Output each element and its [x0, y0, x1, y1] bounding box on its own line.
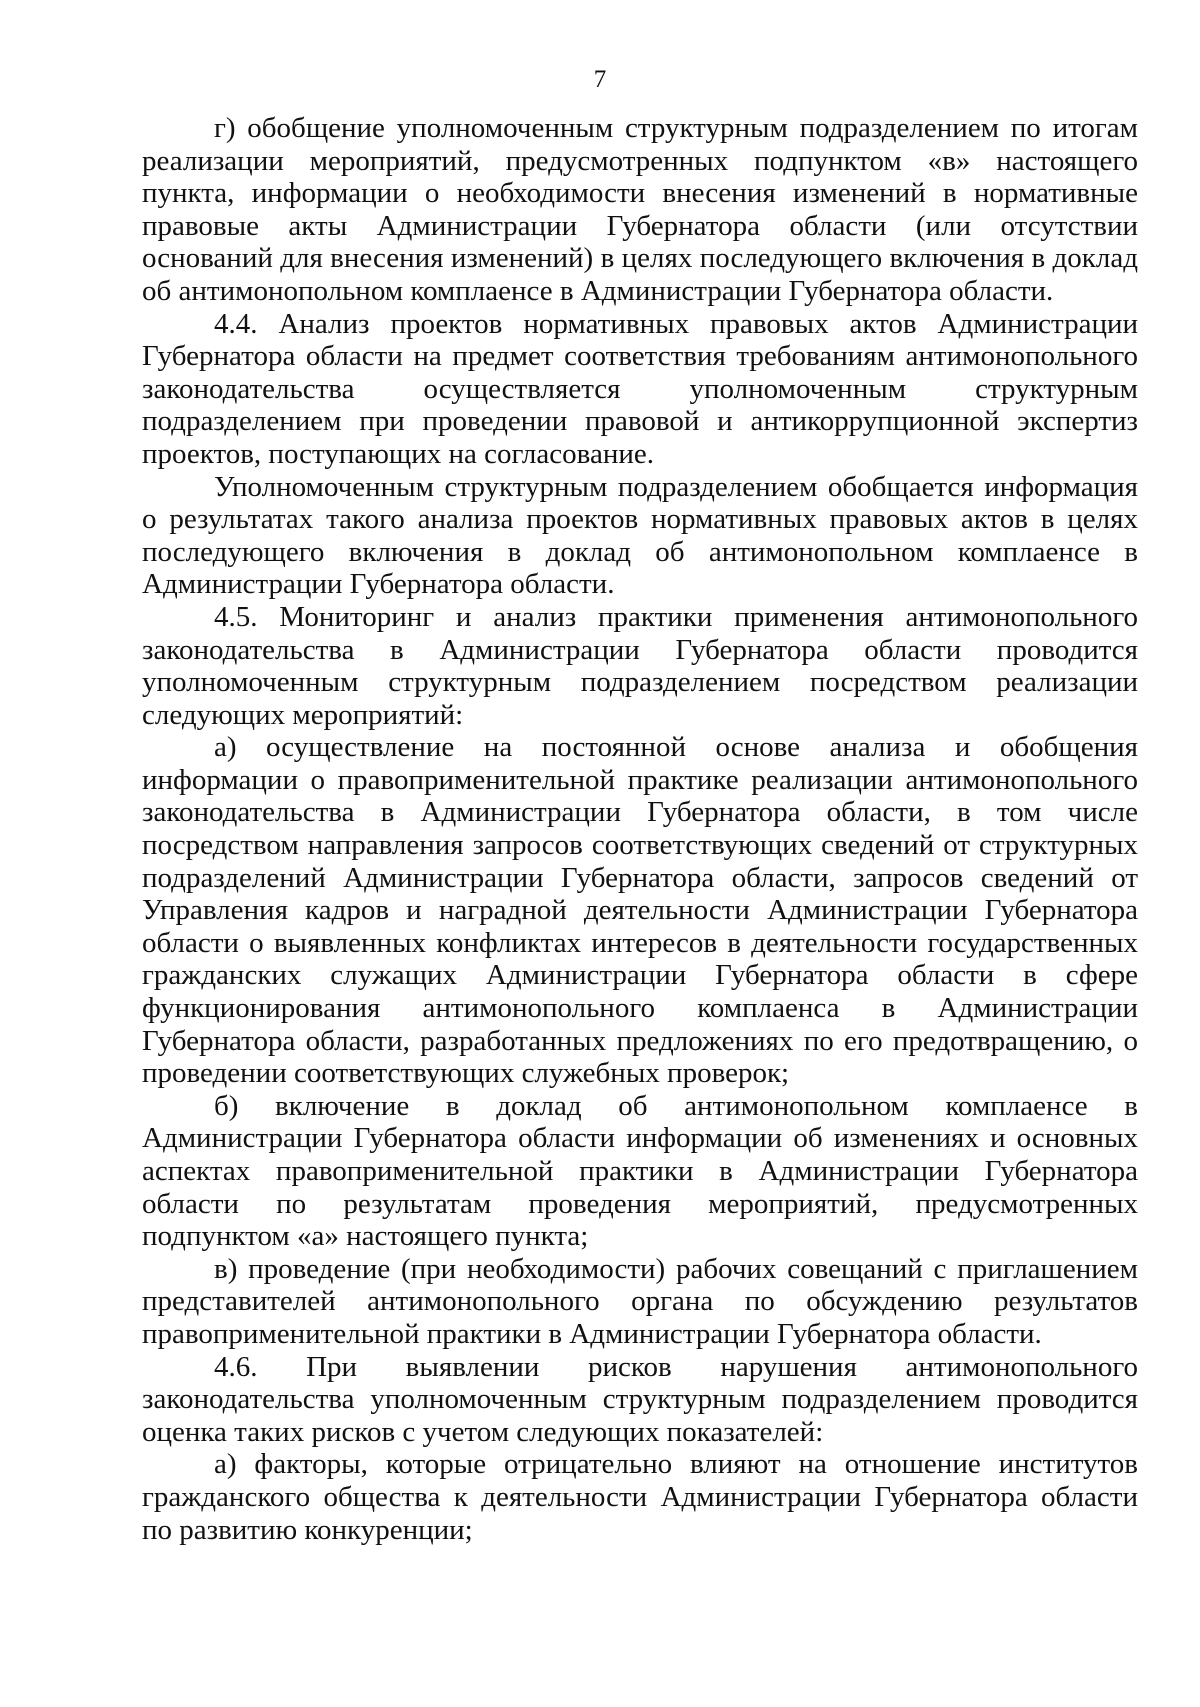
- paragraph-analysis-results: Уполномоченным структурным подразделением обобщается информация о результатах такого анализа проектов нормативных правовых актов в целях последующего включения в доклад об антимонопольном комплаенсе в Администрации Губернатора области.: [142, 470, 1138, 601]
- paragraph-4-4-draft-analysis: 4.4. Анализ проектов нормативных правовых актов Администрации Губернатора области на предмет соответствия требованиям антимонопольного законодательства осуществляется уполномоченным структурным подразделением при проведении правовой и антикоррупционной экспертиз проектов, поступающих на согласование.: [142, 307, 1138, 470]
- paragraph-4-5-monitoring: 4.5. Мониторинг и анализ практики применения антимонопольного законодательства в Администрации Губернатора области проводится уполномоченным структурным подразделением посредством реализации следующих мероприятий:: [142, 600, 1138, 731]
- document-body: [142, 112, 1138, 1546]
- paragraph-item-v-meetings: в) проведение (при необходимости) рабочих совещаний с приглашением представителей антимонопольного органа по обсуждению результатов правоприменительной практики в Администрации Губернатора области.: [142, 1252, 1138, 1350]
- paragraph-item-a-factors: а) факторы, которые отрицательно влияют на отношение институтов гражданского общества к деятельности Администрации Губернатора области по развитию конкуренции;: [142, 1448, 1138, 1546]
- page-number: 7: [593, 66, 607, 93]
- paragraph-item-a-analysis: а) осуществление на постоянной основе анализа и обобщения информации о правоприменительной практике реализации антимонопольного законодательства в Администрации Губернатора области, в том числе посредством направления запросов соответствующих сведений от структурных подразделений Администрации Губернатора области, запросов сведений от Управления кадров и наградной деятельности Администрации Губернатора области о выявленных конфликтах интересов в деятельности государственных гражданских служащих Администрации Губернатора области в сфере функционирования антимонопольного комплаенса в Администрации Губернатора области, разработанных предложениях по его предотвращению, о проведении соответствующих служебных проверок;: [142, 731, 1138, 1090]
- paragraph-item-b-report: б) включение в доклад об антимонопольном комплаенсе в Администрации Губернатора области информации об изменениях и основных аспектах правоприменительной практики в Администрации Губернатора области по результатам проведения мероприятий, предусмотренных подпунктом «а» настоящего пункта;: [142, 1089, 1138, 1253]
- paragraph-4-6-risk-assessment: 4.6. При выявлении рисков нарушения антимонопольного законодательства уполномоченным структурным подразделением проводится оценка таких рисков с учетом следующих показателей:: [142, 1350, 1138, 1448]
- paragraph-item-g-summary: г) обобщение уполномоченным структурным подразделением по итогам реализации мероприятий, предусмотренных подпунктом «в» настоящего пункта, информации о необходимости внесения изменений в нормативные правовые акты Администрации Губернатора области (или отсутствии оснований для внесения изменений) в целях последующего включения в доклад об антимонопольном комплаенсе в Администрации Губернатора области.: [142, 112, 1138, 307]
